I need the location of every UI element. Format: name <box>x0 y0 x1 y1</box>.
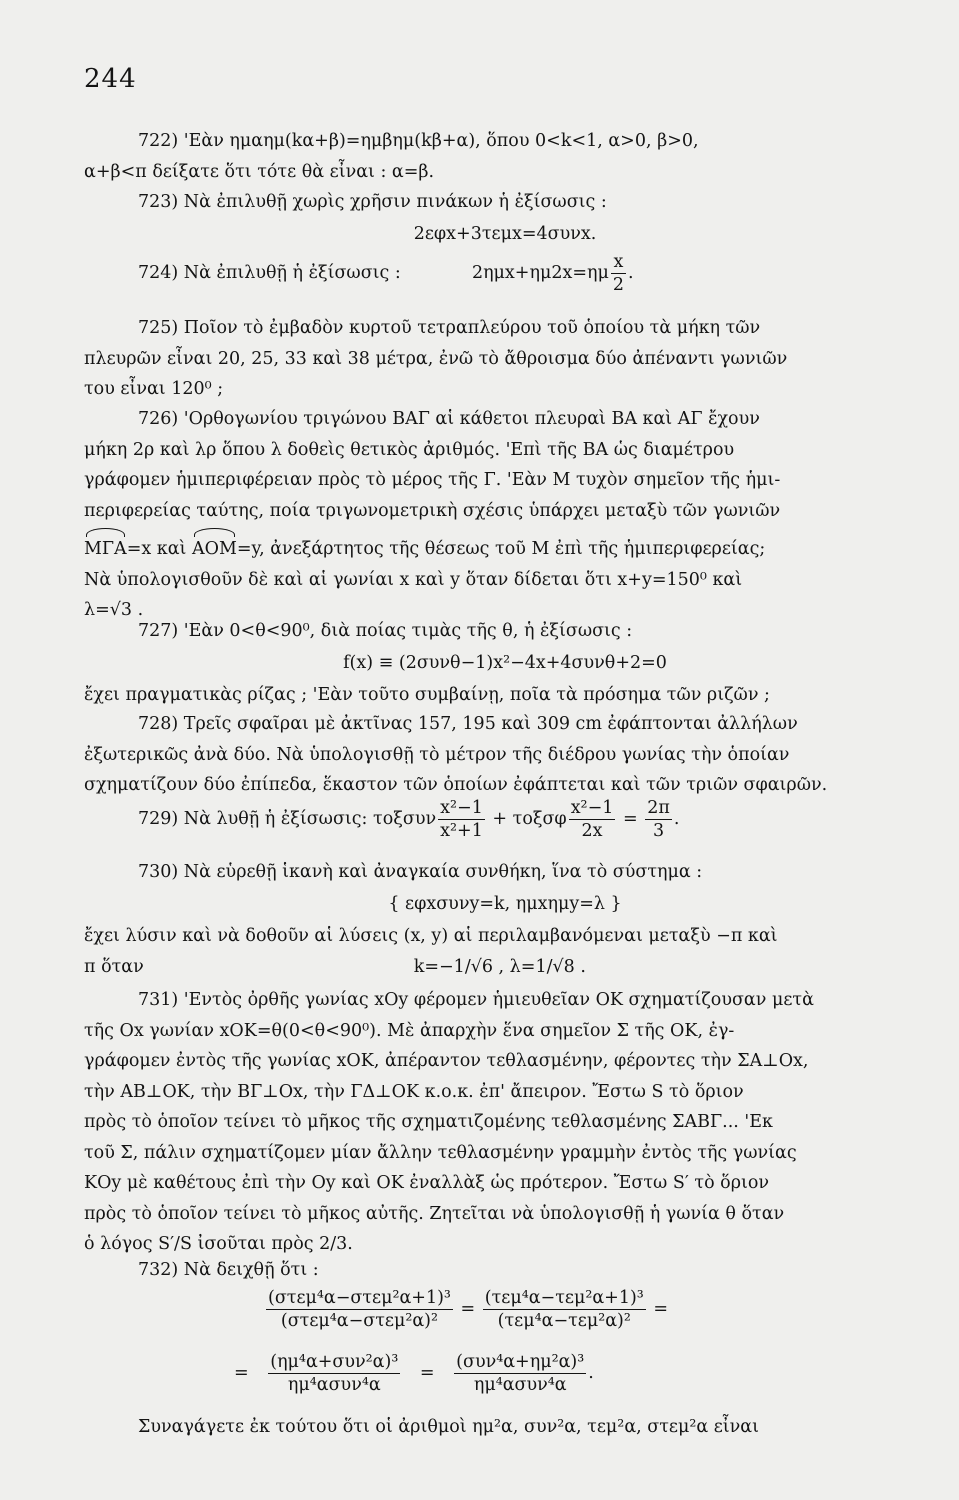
denominator: ημ⁴ασυν⁴α <box>287 1375 381 1395</box>
equals-sign: = <box>419 1363 435 1383</box>
problem-730 <box>84 857 926 888</box>
problem-727-end <box>84 680 926 711</box>
problem-727 <box>84 616 926 647</box>
fraction-cos <box>454 1352 586 1395</box>
fraction-x-over-2 <box>611 252 626 295</box>
numerator: (τεμ⁴α−τεμ²α+1)³ <box>484 1288 644 1308</box>
denominator: 2x <box>581 821 603 841</box>
fraction-2 <box>569 798 616 841</box>
arc-cos-text: τοξσυν <box>373 809 437 829</box>
angle-arc-aom: ΑΟΜ <box>192 534 237 565</box>
problem-725 <box>84 313 926 405</box>
numerator: (ημ⁴α+συν²α)³ <box>270 1352 399 1372</box>
fraction-1 <box>438 798 485 841</box>
text-line: ἔχει λύσιν καὶ νὰ δοθοῦν αἱ λύσεις (x, y) αἱ περιλαμβανόμεναι μεταξὺ −π καὶ <box>84 926 778 946</box>
text-line: λ=√3 . <box>84 600 144 620</box>
equals-sign: = <box>460 1299 476 1319</box>
text-line: ὁ λόγος S′/S ἰσοῦται πρὸς 2/3. <box>84 1234 353 1254</box>
arc-cot-text: + τοξσφ <box>492 809 567 829</box>
denominator: (τεμ⁴α−τεμ²α)² <box>497 1311 631 1331</box>
equals-sign: = <box>622 809 638 829</box>
text-line: ἐξωτερικῶς ἀνὰ δύο. Νὰ ὑπολογισθῇ τὸ μέτρον τῆς διέδρου γωνίας τὴν ὁποίαν <box>84 744 790 765</box>
denominator: 2 <box>612 275 624 295</box>
angle-arc-mga: ΜΓΑ <box>84 534 127 565</box>
text-line: 732) Νὰ δειχθῇ ὅτι : <box>138 1260 319 1280</box>
denominator: (στεμ⁴α−στεμ²α)² <box>280 1311 439 1331</box>
identity-line-2 <box>84 1352 959 1395</box>
fraction-sin <box>268 1352 400 1395</box>
text-line: τοῦ Σ, πάλιν σχηματίζομεν μίαν ἄλλην τεθλασμένην γραμμὴν ἐντὸς τῆς γωνίας <box>84 1142 797 1163</box>
text-line: 730) Νὰ εὑρεθῇ ἱκανὴ καὶ ἀναγκαία συνθήκη, ἵνα τὸ σύστημα : <box>138 862 703 882</box>
text-line-angles <box>84 534 926 565</box>
numerator: (στεμ⁴α−στεμ²α+1)³ <box>268 1288 451 1308</box>
text-line: σχηματίζουν δύο ἐπίπεδα, ἕκαστον τῶν ὁποίων ἐφάπτεται καὶ τῶν τριῶν σφαιρῶν. <box>84 775 828 795</box>
problem-728 <box>84 709 926 801</box>
numerator: x²−1 <box>570 798 614 818</box>
text-line: 727) 'Εὰν 0<θ<90⁰, διὰ ποίας τιμὰς τῆς θ, ἡ ἐξίσωσις : <box>138 621 633 641</box>
denominator: 3 <box>652 821 665 841</box>
equation-724-lhs: 2ημx+ημ2x=ημ <box>471 263 609 283</box>
conclusion <box>84 1412 926 1443</box>
problem-724: 724) Νὰ ἐπιλυθῇ ἡ ἐξίσωσις : 2ημx+ημ2x=ημ $\frac{x}{2}$ . <box>138 252 634 295</box>
denominator: ημ⁴ασυν⁴α <box>473 1375 567 1395</box>
text-fragment: =x καὶ <box>126 539 192 559</box>
text-line: γράφομεν ἡμιπεριφέρειαν πρὸς τὸ μέρος τῆς Γ. 'Εὰν Μ τυχὸν σημεῖον τῆς ἡμι- <box>84 470 781 490</box>
text-fragment: π ὅταν <box>84 956 144 977</box>
text-fragment: =y, ἀνεξάρτητος τῆς θέσεως τοῦ Μ ἐπὶ τῆς ἡμιπεριφερείας; <box>236 539 766 559</box>
numerator: x <box>611 252 626 274</box>
period: . <box>588 1363 594 1383</box>
text-line: πλευρῶν εἶναι 20, 25, 33 καὶ 38 μέτρα, ἐνῶ τὸ ἄθροισμα δύο ἀπέναντι γωνιῶν <box>84 348 788 369</box>
denominator: x²+1 <box>440 821 483 841</box>
equation-727: f(x) ≡ (2συνθ−1)x²−4x+4συνθ+2=0 <box>343 653 667 673</box>
equals-sign: = <box>234 1363 249 1383</box>
fraction-cosec <box>266 1288 453 1331</box>
problem-730-end <box>84 921 926 982</box>
text-line: Νὰ ὑπολογισθοῦν δὲ καὶ αἱ γωνίαι x καὶ y ὅταν δίδεται ὅτι x+y=150⁰ καὶ <box>84 569 743 590</box>
text-line: 725) Ποῖον τὸ ἐμβαδὸν κυρτοῦ τετραπλεύρου τοῦ ὁποίου τὰ μήκη τῶν <box>138 318 761 338</box>
text-line: α+β<π δείξατε ὅτι τότε θὰ εἶναι : α=β. <box>84 161 435 182</box>
text-line: ἔχει πραγματικὰς ρίζας ; 'Εὰν τοῦτο συμβαίνῃ, ποῖα τὰ πρόσημα τῶν ριζῶν ; <box>84 685 770 705</box>
problem-723 <box>84 187 926 218</box>
numerator: 2π <box>647 798 670 818</box>
text-line: πρὸς τὸ ὁποῖον τείνει τὸ μῆκος αὐτῆς. Ζητεῖται νὰ ὑπολογισθῇ ἡ γωνία θ ὅταν <box>84 1203 785 1224</box>
text-line: πρὸς τὸ ὁποῖον τείνει τὸ μῆκος τῆς σχηματιζομένης τεθλασμένης ΣΑΒΓ... 'Εκ <box>84 1112 773 1132</box>
equation-723: 2εφx+3τεμx=4συνx. <box>413 224 597 244</box>
text-line: ΚΟy μὲ καθέτους ἐπὶ τὴν Οy καὶ ΟΚ ἐναλλὰξ ὡς πρότερον. Ἔστω S′ τὸ ὅριον <box>84 1173 770 1193</box>
text-line: 726) 'Ορθογωνίου τριγώνου ΒΑΓ αἱ κάθετοι πλευραὶ ΒΑ καὶ ΑΓ ἔχουν <box>138 409 760 429</box>
fraction-3 <box>645 798 672 841</box>
text-line: τῆς Οx γωνίαν xOK=θ(0<θ<90⁰). Μὲ ἀπαρχὴν ἕνα σημεῖον Σ τῆς ΟΚ, ἐγ- <box>84 1020 735 1041</box>
equation-730: { εφxσυνy=k, ημxημy=λ } <box>388 894 622 914</box>
text-line: τὴν ΑΒ⊥ΟΚ, τὴν ΒΓ⊥Οx, τὴν ΓΔ⊥ΟΚ κ.ο.κ. ἐπ' ἄπειρον. Ἔστω S τὸ ὅριον <box>84 1081 744 1102</box>
equals-sign: = <box>653 1299 669 1319</box>
identity-line-1 <box>84 1288 959 1331</box>
text-line: 731) 'Εντὸς ὀρθῆς γωνίας xOy φέρομεν ἡμιευθεῖαν ΟΚ σχηματίζουσαν μετὰ <box>138 990 814 1010</box>
text-line: του εἶναι 120⁰ ; <box>84 379 224 399</box>
problem-724-label: 724) Νὰ ἐπιλυθῇ ἡ ἐξίσωσις : <box>138 263 401 283</box>
text-line: περιφερείας ταύτης, ποία τριγωνομετρικὴ σχέσις ὑπάρχει μεταξὺ τῶν γωνιῶν <box>84 500 781 521</box>
numerator: x²−1 <box>440 798 483 818</box>
text-line: 723) Νὰ ἐπιλυθῇ χωρὶς χρῆσιν πινάκων ἡ ἐξίσωσις : <box>138 192 607 212</box>
fraction-sec <box>483 1288 646 1331</box>
problem-726 <box>84 404 926 626</box>
problem-732 <box>84 1255 926 1286</box>
problem-731 <box>84 985 926 1260</box>
text-line: Συναγάγετε ἐκ τούτου ὅτι οἱ ἀριθμοὶ ημ²α, συν²α, τεμ²α, στεμ²α εἶναι <box>138 1417 759 1437</box>
text-line: 722) 'Εὰν ημαημ(kα+β)=ημβημ(kβ+α), ὅπου 0<k<1, α>0, β>0, <box>138 131 699 151</box>
text-line: 728) Τρεῖς σφαῖραι μὲ ἀκτῖνας 157, 195 καὶ 309 cm ἐφάπτονται ἀλλήλων <box>138 714 798 734</box>
condition-values: k=−1/√6 , λ=1/√8 . <box>413 956 586 977</box>
text-line: μήκη 2ρ καὶ λρ ὅπου λ δοθεὶς θετικὸς ἀριθμός. 'Επὶ τῆς ΒΑ ὡς διαμέτρου <box>84 439 735 460</box>
problem-729-label: 729) Νὰ λυθῇ ἡ ἐξίσωσις: <box>138 809 368 829</box>
text-line: γράφομεν ἐντὸς τῆς γωνίας xOK, ἀπέραντον τεθλασμένην, φέροντες τὴν ΣΑ⊥Οx, <box>84 1051 809 1071</box>
numerator: (συν⁴α+ημ²α)³ <box>456 1352 585 1372</box>
page-number: 244 <box>84 64 137 94</box>
problem-722 <box>84 126 926 187</box>
problem-729: 729) Νὰ λυθῇ ἡ ἐξίσωσις: τοξσυν $\frac{\text{x²−1}}{\text{x²+1}}$ + τοξσφ $\frac{\text{x²−1}}{2x}$ = $\frac{2\pi}{3}$ . <box>138 798 680 841</box>
text-line-condition <box>84 952 926 983</box>
